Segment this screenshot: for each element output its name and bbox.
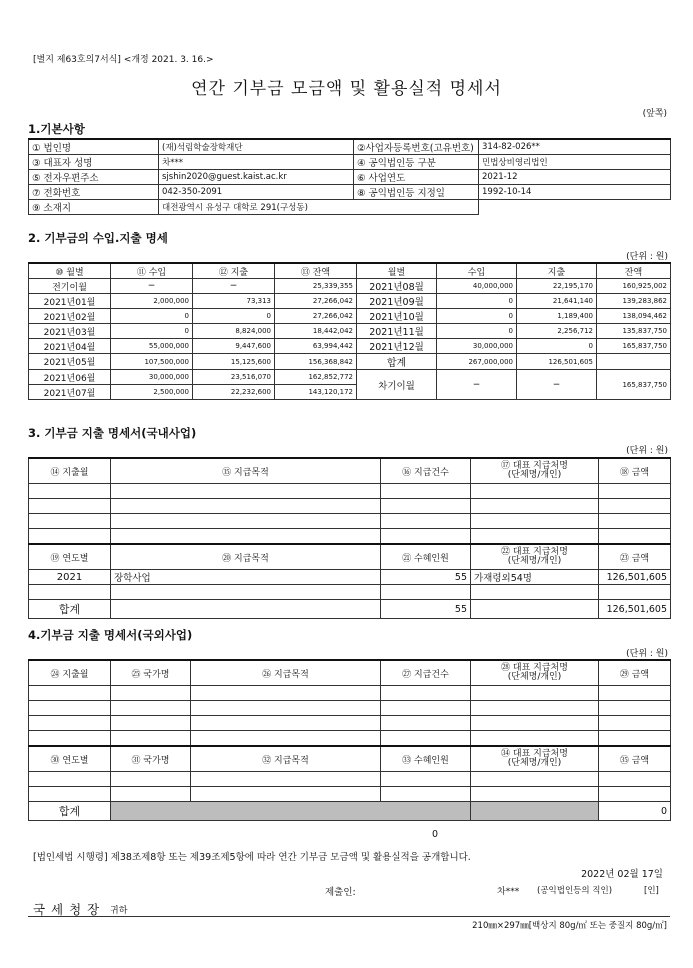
section-basic-heading: 1.기본사항 bbox=[28, 122, 85, 136]
donations-out: 73,313 bbox=[193, 294, 275, 309]
domestic-table bbox=[28, 457, 671, 619]
donations-bal: 162,852,772 bbox=[275, 370, 357, 385]
table-row bbox=[29, 529, 671, 545]
col-spend-month: ㉔ 지출월 bbox=[29, 660, 111, 686]
table-row bbox=[29, 279, 671, 294]
total-count: 55 bbox=[381, 600, 471, 619]
donations-bal: 156,368,842 bbox=[275, 354, 357, 370]
legal-statement: [법인세법 시행령] 제38조제8항 또는 제39조제5항에 따라 연간 기부금 모금액 및 활용실적을 공개합니다. bbox=[33, 852, 471, 863]
section-domestic-heading: 3. 기부금 지출 명세서(국내사업) bbox=[28, 426, 197, 440]
basic-info-row bbox=[29, 155, 671, 170]
payee-cell: 가재령외54명 bbox=[471, 570, 599, 585]
donations-in: 267,000,000 bbox=[437, 354, 517, 370]
col-header: 잔액 bbox=[597, 263, 671, 279]
donations-out: 1,189,400 bbox=[517, 309, 597, 324]
donations-m: 2021년01월 bbox=[29, 294, 111, 309]
amount-cell: 126,501,605 bbox=[599, 570, 671, 585]
donations-m: 2021년11월 bbox=[357, 324, 437, 339]
total-row bbox=[29, 600, 671, 619]
donations-out: 9,447,600 bbox=[193, 339, 275, 354]
address-label: ⑨ 소재지 bbox=[29, 200, 159, 215]
col-header: 지출 bbox=[517, 263, 597, 279]
donations-m: 전기이월 bbox=[29, 279, 111, 294]
donations-out: 21,641,140 bbox=[517, 294, 597, 309]
donations-in: 30,000,000 bbox=[437, 339, 517, 354]
col-payee: ㉞ 대표 지급처명 (단체명/개인) bbox=[471, 746, 599, 772]
basic-label: ⑧ 공익법인등 지정일 bbox=[354, 185, 479, 200]
basic-value: (재)석림학술장학재단 bbox=[159, 139, 354, 155]
basic-label: ④ 공익법인등 구분 bbox=[354, 155, 479, 170]
basic-label: ⑤ 전자우편주소 bbox=[29, 170, 159, 185]
foreign-header-row bbox=[29, 660, 671, 686]
domestic-header-row bbox=[29, 458, 671, 484]
table-row bbox=[29, 716, 671, 731]
domestic-header-row-2 bbox=[29, 544, 671, 570]
donations-in: 0 bbox=[437, 309, 517, 324]
basic-label: ⑦ 전화번호 bbox=[29, 185, 159, 200]
col-header: ⑪ 수입 bbox=[111, 263, 193, 279]
basic-value: 1992-10-14 bbox=[479, 185, 671, 200]
total-label: 합계 bbox=[29, 802, 111, 821]
basic-value: sjshin2020@guest.kaist.ac.kr bbox=[159, 170, 354, 185]
col-beneficiaries: ㉝ 수혜인원 bbox=[381, 746, 471, 772]
col-header: 수입 bbox=[437, 263, 517, 279]
table-row bbox=[29, 370, 671, 385]
table-row bbox=[29, 585, 671, 600]
submitter-label: 제출인: bbox=[325, 887, 356, 898]
divider bbox=[28, 916, 670, 917]
donations-m: 2021년06월 bbox=[29, 370, 111, 385]
basic-value: 042-350-2091 bbox=[159, 185, 354, 200]
purpose-cell: 장학사업 bbox=[111, 570, 381, 585]
address-value: 대전광역시 유성구 대학로 291(구성동) bbox=[159, 200, 479, 215]
col-amount: ㉙ 금액 bbox=[599, 660, 671, 686]
donations-in: 0 bbox=[437, 324, 517, 339]
total-label: 합계 bbox=[29, 600, 111, 619]
donations-in: 55,000,000 bbox=[111, 339, 193, 354]
donations-out: − bbox=[193, 279, 275, 294]
basic-label: ③ 대표자 성명 bbox=[29, 155, 159, 170]
basic-info-row bbox=[29, 170, 671, 185]
donations-m: 2021년08월 bbox=[357, 279, 437, 294]
table-row bbox=[29, 324, 671, 339]
col-header: ⑩ 월별 bbox=[29, 263, 111, 279]
donations-out: 8,824,000 bbox=[193, 324, 275, 339]
donations-in: 30,000,000 bbox=[111, 370, 193, 385]
donations-m: 2021년05월 bbox=[29, 354, 111, 370]
col-payment-count: ㉗ 지급건수 bbox=[381, 660, 471, 686]
table-row bbox=[29, 772, 671, 787]
col-country: ㉛ 국가명 bbox=[111, 746, 191, 772]
submit-date: 2022년 02월 17일 bbox=[581, 869, 663, 880]
col-purpose: ㉜ 지급목적 bbox=[191, 746, 381, 772]
table-row bbox=[29, 309, 671, 324]
col-country: ㉕ 국가명 bbox=[111, 660, 191, 686]
foreign-header-row-2 bbox=[29, 746, 671, 772]
donations-header-row bbox=[29, 263, 671, 279]
table-row bbox=[29, 701, 671, 716]
basic-info-table bbox=[28, 138, 671, 215]
donations-bal: 135,837,750 bbox=[597, 324, 671, 339]
donations-out: 23,516,070 bbox=[193, 370, 275, 385]
col-payee: ⑰ 대표 지급처명 (단체명/개인) bbox=[471, 458, 599, 484]
donations-out: 22,195,170 bbox=[517, 279, 597, 294]
col-purpose: ㉖ 지급목적 bbox=[191, 660, 381, 686]
front-side-label: (앞쪽) bbox=[642, 109, 667, 119]
donations-in: − bbox=[111, 279, 193, 294]
paper-spec: 210㎜×297㎜[백상지 80g/㎡ 또는 중질지 80g/㎡] bbox=[472, 921, 667, 931]
basic-value: 2021-12 bbox=[479, 170, 671, 185]
year-cell: 2021 bbox=[29, 570, 111, 585]
domestic-unit: (단위 : 원) bbox=[626, 446, 668, 456]
donations-unit: (단위 : 원) bbox=[626, 252, 668, 262]
donations-m: 2021년02월 bbox=[29, 309, 111, 324]
donations-out: 15,125,600 bbox=[193, 354, 275, 370]
section-foreign-heading: 4.기부금 지출 명세서(국외사업) bbox=[28, 628, 193, 642]
recipient-suffix: 귀하 bbox=[110, 906, 128, 916]
col-year: ㉚ 연도별 bbox=[29, 746, 111, 772]
table-row bbox=[29, 484, 671, 499]
col-header: ⑬ 잔액 bbox=[275, 263, 357, 279]
basic-info-row bbox=[29, 139, 671, 155]
donations-m: 2021년09월 bbox=[357, 294, 437, 309]
donations-bal: 18,442,042 bbox=[275, 324, 357, 339]
donations-out: 2,256,712 bbox=[517, 324, 597, 339]
col-payee: ㉘ 대표 지급처명 (단체명/개인) bbox=[471, 660, 599, 686]
foreign-total-count: 0 bbox=[431, 829, 438, 840]
carry-m: 차기이월 bbox=[357, 370, 437, 400]
recipient: 국 세 청 장 bbox=[33, 902, 101, 917]
donations-bal: 25,339,355 bbox=[275, 279, 357, 294]
donations-bal: 165,837,750 bbox=[597, 339, 671, 354]
carry-in: − bbox=[437, 370, 517, 400]
col-payment-count: ⑯ 지급건수 bbox=[381, 458, 471, 484]
donations-out: 22,232,600 bbox=[193, 385, 275, 400]
col-header: 월별 bbox=[357, 263, 437, 279]
donations-table bbox=[28, 262, 671, 400]
seal-mark: [인] bbox=[644, 886, 659, 896]
basic-label: ① 법인명 bbox=[29, 139, 159, 155]
col-purpose: ⑳ 지급목적 bbox=[111, 544, 381, 570]
donations-m: 2021년10월 bbox=[357, 309, 437, 324]
submitter-name: 차*** bbox=[497, 887, 520, 897]
submitter-role: (공익법인등의 직인) bbox=[537, 886, 613, 896]
donations-bal: 143,120,172 bbox=[275, 385, 357, 400]
donations-in: 0 bbox=[111, 309, 193, 324]
col-amount: ㉓ 금액 bbox=[599, 544, 671, 570]
donations-m: 2021년03월 bbox=[29, 324, 111, 339]
foreign-unit: (단위 : 원) bbox=[626, 649, 668, 659]
total-amount: 126,501,605 bbox=[599, 600, 671, 619]
table-row bbox=[29, 686, 671, 701]
donations-m: 2021년12월 bbox=[357, 339, 437, 354]
donations-m: 2021년07월 bbox=[29, 385, 111, 400]
page-title: 연간 기부금 모금액 및 활용실적 명세서 bbox=[191, 79, 502, 99]
donations-in: 2,500,000 bbox=[111, 385, 193, 400]
col-amount: ⑱ 금액 bbox=[599, 458, 671, 484]
donations-in: 107,500,000 bbox=[111, 354, 193, 370]
donations-out: 126,501,605 bbox=[517, 354, 597, 370]
col-year: ⑲ 연도별 bbox=[29, 544, 111, 570]
section-donations-heading: 2. 기부금의 수입.지출 명세 bbox=[28, 231, 168, 245]
carry-bal: 165,837,750 bbox=[597, 370, 671, 400]
basic-label: ⑥ 사업연도 bbox=[354, 170, 479, 185]
basic-label: ②사업자등록번호(고유번호) bbox=[354, 139, 479, 155]
table-row bbox=[29, 354, 671, 370]
count-cell: 55 bbox=[381, 570, 471, 585]
empty-cell bbox=[479, 200, 671, 215]
donations-in: 0 bbox=[111, 324, 193, 339]
col-payee: ㉒ 대표 지급처명 (단체명/개인) bbox=[471, 544, 599, 570]
col-purpose: ⑮ 지급목적 bbox=[111, 458, 381, 484]
basic-info-row bbox=[29, 185, 671, 200]
gray-block bbox=[111, 802, 471, 821]
table-row bbox=[29, 339, 671, 354]
table-row bbox=[29, 294, 671, 309]
donations-bal: 160,925,002 bbox=[597, 279, 671, 294]
donations-m: 합계 bbox=[357, 354, 437, 370]
form-number: [별지 제63호의7서식] <개정 2021. 3. 16.> bbox=[33, 55, 214, 65]
col-spend-month: ⑭ 지출월 bbox=[29, 458, 111, 484]
donations-bal: 27,266,042 bbox=[275, 294, 357, 309]
col-amount: ㉟ 금액 bbox=[599, 746, 671, 772]
donations-bal: 63,994,442 bbox=[275, 339, 357, 354]
basic-value: 314-82-026** bbox=[479, 139, 671, 155]
donations-m: 2021년04월 bbox=[29, 339, 111, 354]
table-row bbox=[29, 499, 671, 514]
donations-bal: 139,283,862 bbox=[597, 294, 671, 309]
gray-block bbox=[471, 802, 599, 821]
table-row bbox=[29, 787, 671, 802]
table-row bbox=[29, 731, 671, 747]
donations-in: 2,000,000 bbox=[111, 294, 193, 309]
donations-in: 0 bbox=[437, 294, 517, 309]
total-row bbox=[29, 802, 671, 821]
col-beneficiaries: ㉑ 수혜인원 bbox=[381, 544, 471, 570]
donations-out: 0 bbox=[517, 339, 597, 354]
donations-bal: 138,094,462 bbox=[597, 309, 671, 324]
table-row bbox=[29, 570, 671, 585]
col-header: ⑫ 지출 bbox=[193, 263, 275, 279]
table-row bbox=[29, 514, 671, 529]
donations-out: 0 bbox=[193, 309, 275, 324]
donations-bal bbox=[597, 354, 671, 370]
donations-bal: 27,266,042 bbox=[275, 309, 357, 324]
total-amount: 0 bbox=[599, 802, 671, 821]
foreign-table bbox=[28, 659, 671, 821]
carry-out: − bbox=[517, 370, 597, 400]
basic-value: 차*** bbox=[159, 155, 354, 170]
donations-in: 40,000,000 bbox=[437, 279, 517, 294]
basic-value: 민법상비영리법인 bbox=[479, 155, 671, 170]
address-row bbox=[29, 200, 671, 215]
